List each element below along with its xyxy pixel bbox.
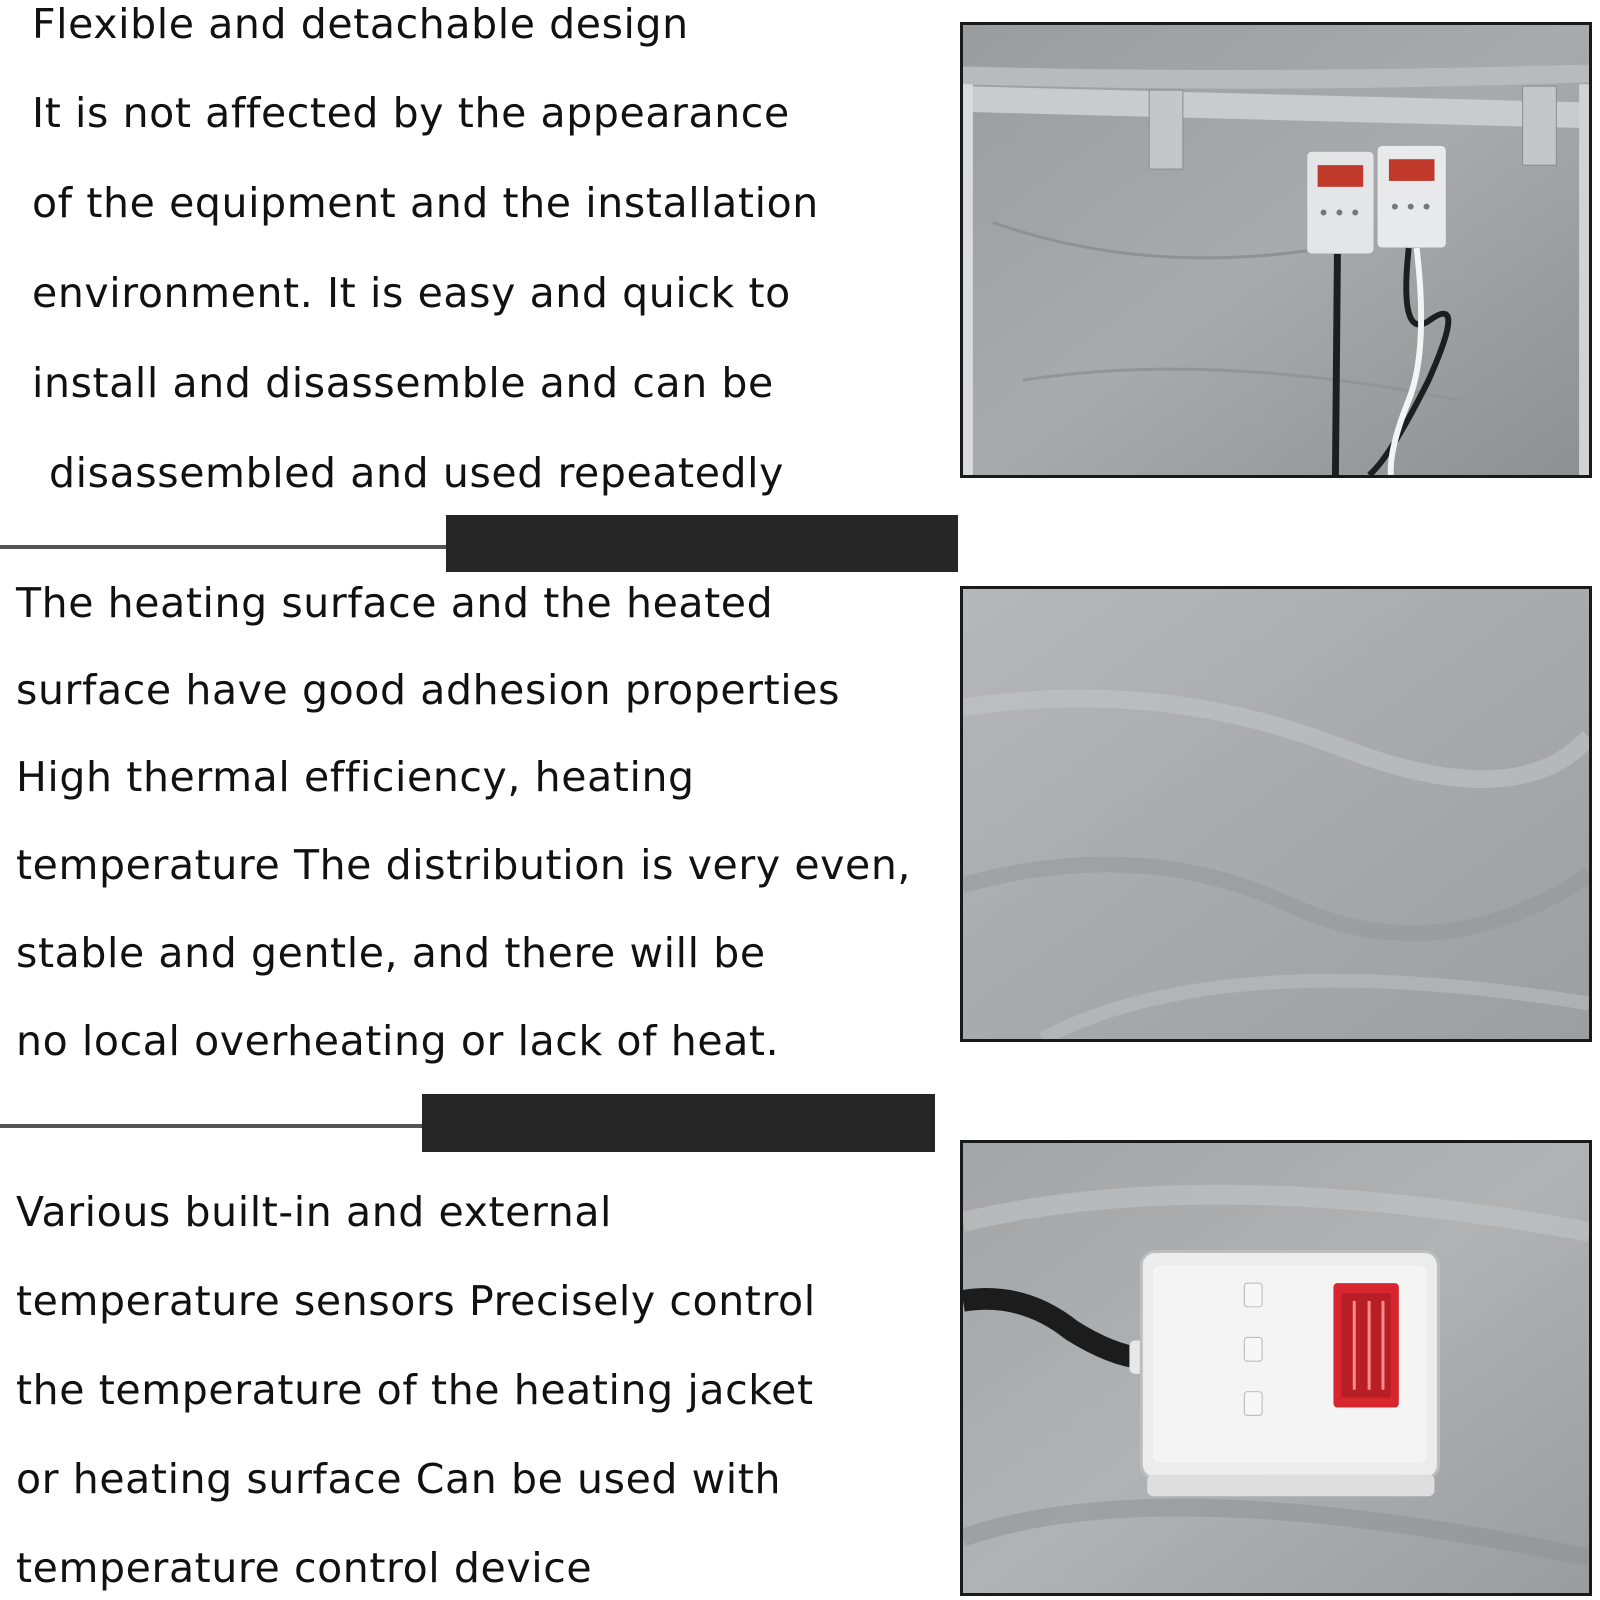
section1-line-2: It is not affected by the appearance xyxy=(32,89,790,137)
divider-bar-1 xyxy=(446,515,958,572)
section2-line-3: High thermal efficiency, heating xyxy=(16,753,695,801)
divider-bar-2 xyxy=(422,1094,935,1152)
section3-line-2: temperature sensors Precisely control xyxy=(16,1277,816,1325)
photo-fabric-surface xyxy=(960,586,1592,1042)
section3-line-4: or heating surface Can be used with xyxy=(16,1455,782,1503)
photo-temperature-controller xyxy=(960,1140,1592,1596)
section2-line-1: The heating surface and the heated xyxy=(16,579,774,627)
section2-line-5: stable and gentle, and there will be xyxy=(16,929,766,977)
jacket-illustration xyxy=(963,25,1589,475)
controller-illustration xyxy=(963,1143,1589,1593)
divider-line-2 xyxy=(0,1124,425,1128)
section1-line-3: of the equipment and the installation xyxy=(32,179,819,227)
fabric-illustration xyxy=(963,589,1589,1039)
section2-line-4: temperature The distribution is very even, xyxy=(16,841,912,889)
section1-line-6: disassembled and used repeatedly xyxy=(49,449,785,497)
section1-line-4: environment. It is easy and quick to xyxy=(32,269,791,317)
section1-line-5: install and disassemble and can be xyxy=(32,359,774,407)
section3-line-3: the temperature of the heating jacket xyxy=(16,1366,814,1414)
section3-line-5: temperature control device xyxy=(16,1544,593,1592)
section1-line-1: Flexible and detachable design xyxy=(32,0,689,48)
divider-line-1 xyxy=(0,545,448,549)
photo-heating-jacket xyxy=(960,22,1592,478)
section2-line-6: no local overheating or lack of heat. xyxy=(16,1017,780,1065)
section3-line-1: Various built-in and external xyxy=(16,1188,613,1236)
section2-line-2: surface have good adhesion properties xyxy=(16,666,841,714)
